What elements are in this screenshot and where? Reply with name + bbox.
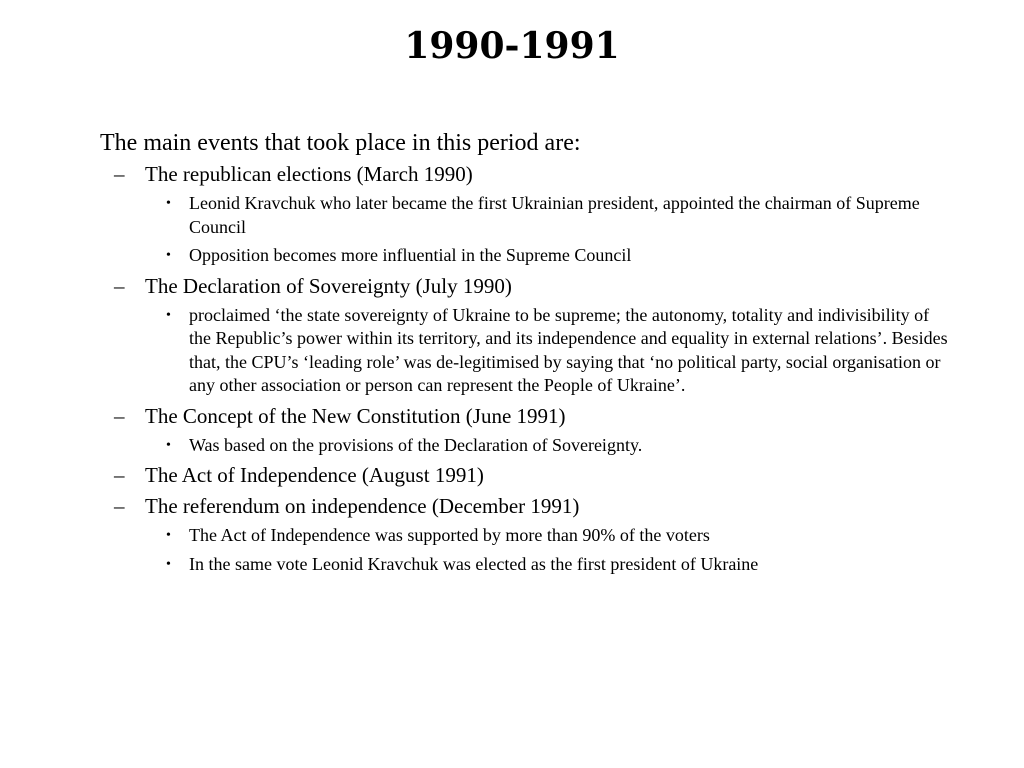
slide-title: 1990-1991 bbox=[404, 25, 620, 67]
event-item bbox=[100, 273, 960, 299]
bullet-dot: • bbox=[166, 196, 171, 211]
dash-bullet: – bbox=[114, 162, 125, 186]
event-detail bbox=[100, 434, 960, 458]
event-detail-text: The Act of Independence was supported by more than 90% of the voters bbox=[189, 525, 710, 545]
event-item bbox=[100, 161, 960, 187]
event-detail bbox=[100, 304, 960, 398]
bullet-dot: • bbox=[166, 307, 171, 323]
dash-bullet: – bbox=[114, 463, 125, 487]
dash-bullet: – bbox=[114, 403, 125, 428]
event-detail bbox=[100, 244, 960, 268]
event-item bbox=[100, 493, 960, 519]
event-detail bbox=[100, 553, 960, 577]
event-label: The Concept of the New Constitution (June 1991) bbox=[145, 403, 566, 428]
event-detail bbox=[100, 192, 960, 239]
event-item bbox=[100, 403, 960, 429]
event-item bbox=[100, 462, 960, 488]
event-label: The referendum on independence (December 1991) bbox=[145, 494, 580, 518]
bullet-dot: • bbox=[166, 437, 171, 453]
dash-bullet: – bbox=[114, 494, 125, 518]
dash-bullet: – bbox=[114, 273, 125, 298]
event-detail bbox=[100, 524, 960, 548]
event-detail-text: Was based on the provisions of the Declaration of Sovereignty. bbox=[189, 434, 643, 455]
event-label: The Act of Independence (August 1991) bbox=[145, 463, 484, 487]
bullet-dot: • bbox=[166, 556, 171, 572]
event-detail-text: Leonid Kravchuk who later became the first Ukrainian president, appointed the chairman of Supreme Council bbox=[189, 193, 920, 237]
slide-content bbox=[100, 128, 960, 581]
intro-text: The main events that took place in this period are: bbox=[100, 130, 581, 156]
bullet-dot: • bbox=[166, 528, 171, 543]
event-detail-text: proclaimed ‘the state sovereignty of Ukraine to be supreme; the autonomy, totality and indivisibility of the Republic’s power within its territory, and its independence and equality in external relations’. Besides that, the CPU’s ‘leading role’ was de-legitimised by saying that ‘no political party, social organisation or any other association or person can represent the People of Ukraine’. bbox=[189, 304, 948, 395]
event-label: The Declaration of Sovereignty (July 1990) bbox=[145, 273, 512, 298]
event-detail-text: In the same vote Leonid Kravchuk was elected as the first president of Ukraine bbox=[189, 553, 759, 574]
event-label: The republican elections (March 1990) bbox=[145, 162, 473, 186]
bullet-dot: • bbox=[166, 248, 171, 263]
event-detail-text: Opposition becomes more influential in the Supreme Council bbox=[189, 245, 632, 265]
